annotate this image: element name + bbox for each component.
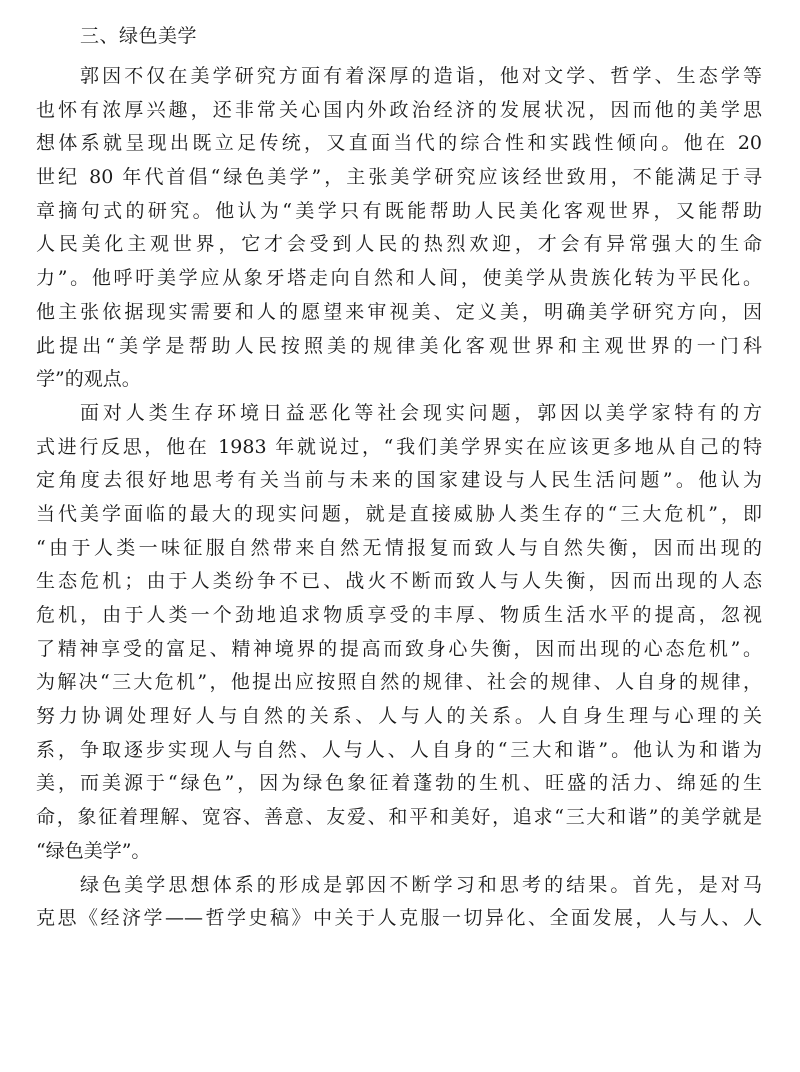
text-line: 学”的观点。 xyxy=(36,368,141,391)
section-heading: 三、绿色美学 xyxy=(80,25,198,47)
text-line: 此提出“美学是帮助人民按照美的规律美化客观世界和主观世界的一门科 xyxy=(36,334,762,357)
text-line: “绿色美学”。 xyxy=(36,839,151,862)
paragraph-2 xyxy=(36,397,762,869)
text-line: 克思《经济学——哲学史稿》中关于人克服一切异化、全面发展，人与人、人 xyxy=(36,907,762,930)
text-line: 面对人类生存环境日益恶化等社会现实问题，郭因以美学家特有的方 xyxy=(80,401,762,424)
paragraph-1 xyxy=(36,60,762,397)
text-line: 定角度去很好地思考有关当前与未来的国家建设与人民生活问题”。他认为 xyxy=(36,469,762,492)
text-line: 力”。他呼吁美学应从象牙塔走向自然和人间，使美学从贵族化转为平民化。 xyxy=(36,267,762,290)
text-line: 世纪 80 年代首倡“绿色美学”，主张美学研究应该经世致用，不能满足于寻 xyxy=(36,166,762,189)
text-line: 努力协调处理好人与自然的关系、人与人的关系。人自身生理与心理的关 xyxy=(36,705,762,728)
text-line: 危机，由于人类一个劲地追求物质享受的丰厚、物质生活水平的提高，忽视 xyxy=(36,604,762,626)
text-line: 命，象征着理解、宽容、善意、友爱、和平和美好，追求“三大和谐”的美学就是 xyxy=(36,806,762,829)
text-line: 了精神享受的富足、精神境界的提高而致身心失衡，因而出现的心态危机”。 xyxy=(36,637,762,660)
text-line: 系，争取逐步实现人与自然、人与人、人自身的“三大和谐”。他认为和谐为 xyxy=(36,738,762,761)
text-line: 想体系就呈现出既立足传统，又直面当代的综合性和实践性倾向。他在 20 xyxy=(36,132,762,155)
text-line: 为解决“三大危机”，他提出应按照自然的规律、社会的规律、人自身的规律， xyxy=(36,671,762,694)
text-line: 美，而美源于“绿色”，因为绿色象征着蓬勃的生机、旺盛的活力、绵延的生 xyxy=(36,772,762,795)
text-line: 章摘句式的研究。他认为“美学只有既能帮助人民美化客观世界，又能帮助 xyxy=(36,199,762,222)
text-line: 人民美化主观世界，它才会受到人民的热烈欢迎，才会有异常强大的生命 xyxy=(36,233,762,256)
text-line: 他主张依据现实需要和人的愿望来审视美、定义美，明确美学研究方向，因 xyxy=(36,300,762,323)
text-line: “由于人类一味征服自然带来自然无情报复而致人与自然失衡，因而出现的 xyxy=(36,536,762,559)
text-line: 生态危机；由于人类纷争不已、战火不断而致人与人失衡，因而出现的人态 xyxy=(36,570,762,593)
paragraph-3 xyxy=(36,869,762,936)
text-line: 绿色美学思想体系的形成是郭因不断学习和思考的结果。首先，是对马 xyxy=(80,873,762,896)
text-line: 式进行反思，他在 1983 年就说过，“我们美学界实在应该更多地从自己的特 xyxy=(36,435,762,458)
text-line: 当代美学面临的最大的现实问题，就是直接威胁人类生存的“三大危机”，即 xyxy=(36,502,762,525)
text-line: 郭因不仅在美学研究方面有着深厚的造诣，他对文学、哲学、生态学等 xyxy=(80,65,762,87)
text-line: 也怀有浓厚兴趣，还非常关心国内外政治经济的发展状况，因而他的美学思 xyxy=(36,98,762,121)
